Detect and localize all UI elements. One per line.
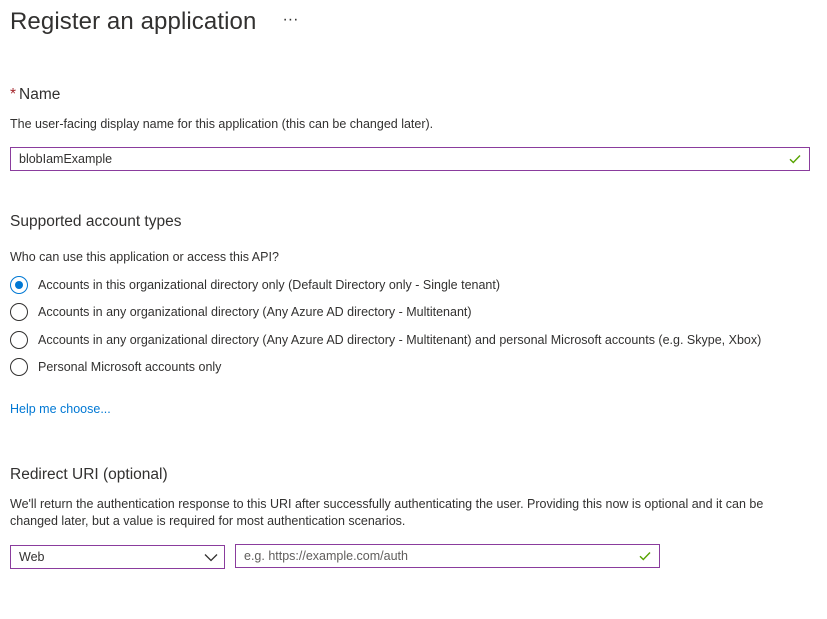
- account-type-label: Personal Microsoft accounts only: [38, 360, 222, 374]
- redirect-uri-heading: Redirect URI (optional): [10, 466, 168, 483]
- account-types-heading: Supported account types: [10, 213, 182, 230]
- radio-unselected-icon[interactable]: [10, 303, 28, 321]
- account-type-option-single-tenant[interactable]: [10, 276, 500, 294]
- account-type-option-multitenant[interactable]: [10, 303, 472, 321]
- name-description: The user-facing display name for this application (this can be changed later).: [10, 117, 434, 131]
- required-marker: *: [10, 86, 17, 103]
- redirect-uri-placeholder: e.g. https://example.com/auth: [244, 549, 408, 563]
- page-title: Register an application: [10, 8, 257, 35]
- name-input[interactable]: [10, 147, 810, 171]
- help-me-choose-link[interactable]: Help me choose...: [10, 402, 111, 416]
- title-row: [10, 8, 298, 36]
- account-type-option-multitenant-personal[interactable]: [10, 331, 761, 349]
- name-label-text: Name: [19, 86, 61, 103]
- radio-unselected-icon[interactable]: [10, 331, 28, 349]
- valid-check-icon: [789, 154, 801, 164]
- account-type-option-personal[interactable]: [10, 358, 221, 376]
- valid-check-icon: [639, 551, 651, 561]
- name-label: [10, 86, 60, 104]
- account-type-label: Accounts in any organizational directory (Any Azure AD directory - Multitenant): [38, 305, 472, 319]
- platform-select-value: Web: [19, 550, 45, 564]
- radio-unselected-icon[interactable]: [10, 358, 28, 376]
- chevron-down-icon: [204, 553, 218, 562]
- account-type-label: Accounts in any organizational directory (Any Azure AD directory - Multitenant) and personal Microsoft accounts (e.g. Skype, Xbox): [38, 333, 762, 347]
- redirect-description-line2: changed later, but a value is required for most authentication scenarios.: [10, 514, 406, 528]
- name-input-value: blobIamExample: [19, 152, 113, 166]
- account-type-label: Accounts in this organizational directory only (Default Directory only - Single tenant): [38, 278, 501, 292]
- platform-select[interactable]: [10, 545, 225, 569]
- redirect-description-line1: We'll return the authentication response to this URI after successfully authenticating the user. Providing this now is optional and it can be: [10, 497, 764, 511]
- redirect-uri-input[interactable]: [235, 544, 660, 568]
- account-types-question: Who can use this application or access this API?: [10, 250, 279, 264]
- more-options-icon[interactable]: ···: [282, 11, 299, 28]
- radio-selected-icon[interactable]: [10, 276, 28, 294]
